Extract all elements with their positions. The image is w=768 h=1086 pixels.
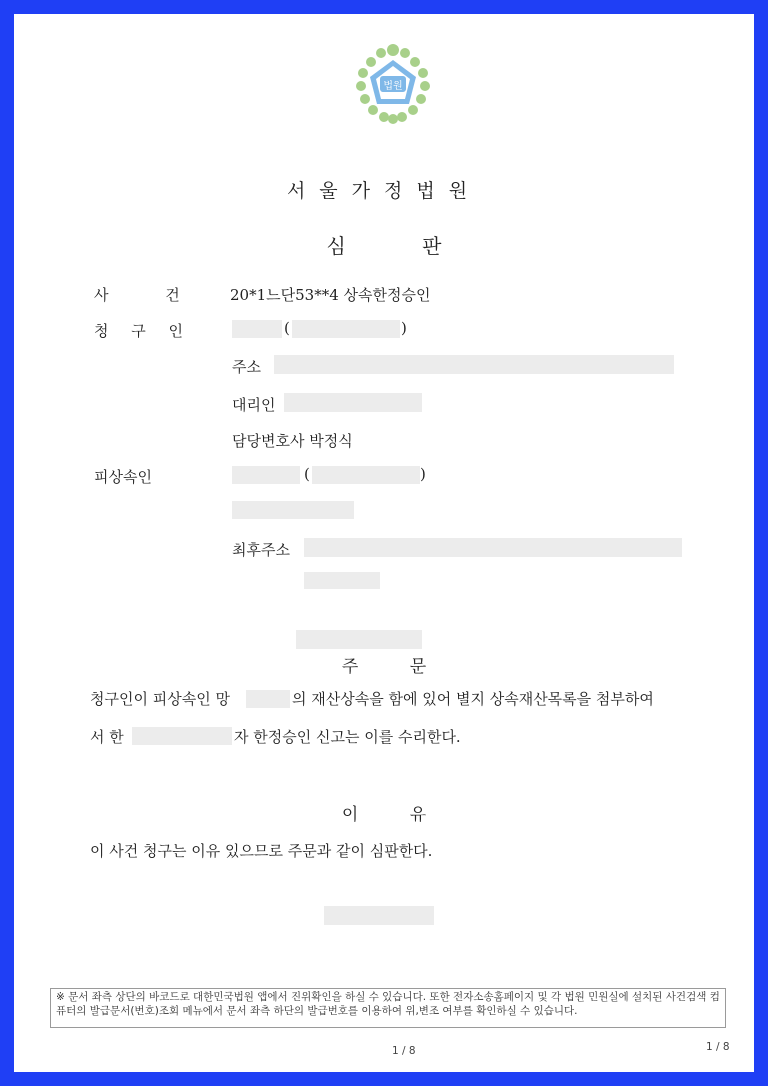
redacted-claimant-name xyxy=(232,320,282,338)
page-number-corner: 1 / 8 xyxy=(706,1041,730,1053)
redacted-claimant-address xyxy=(274,355,674,374)
order-text-line2-b: 자 한정승인 신고는 이를 수리한다. xyxy=(234,728,461,746)
claimant-paren-close: ) xyxy=(401,319,407,337)
redacted-decedent-name xyxy=(232,466,300,484)
redacted-last-address-cont xyxy=(304,572,380,589)
decedent-label: 피상속인 xyxy=(94,468,152,486)
redacted-decedent-info xyxy=(232,501,354,519)
document-type-title: 심 판 xyxy=(326,234,442,258)
redacted-last-address xyxy=(304,538,682,557)
order-text-line1-b: 의 재산상속을 함에 있어 별지 상속재산목록을 첨부하여 xyxy=(292,690,654,708)
court-name: 서울가정법원 xyxy=(286,180,482,202)
redacted-decedent-name-2 xyxy=(246,690,290,708)
decedent-paren-close: ) xyxy=(420,465,426,483)
order-title: 주 문 xyxy=(341,657,427,677)
redacted-agent-name xyxy=(284,393,422,412)
verification-notice: ※ 문서 좌측 상단의 바코드로 대한민국법원 앱에서 진위확인을 하실 수 있습니다. 또한 전자소송홈페이지 및 각 법원 민원실에 설치된 사건검색 컴퓨터의 발급문서(번호)조회 메뉴에서 문서 좌측 하단의 발급번호를 이용하여 위,변조 여부를 확인하실 수 있습니다. xyxy=(50,988,726,1028)
case-label: 사 건 xyxy=(94,286,180,304)
reason-text: 이 사건 청구는 이유 있으므로 주문과 같이 심판한다. xyxy=(90,842,433,860)
seal-text: 법원 xyxy=(383,81,403,92)
decedent-paren-open: ( xyxy=(304,465,310,483)
court-seal-icon xyxy=(354,42,432,124)
order-text-line2-a: 서 한 xyxy=(90,728,124,746)
claimant-address-label: 주소 xyxy=(232,358,261,376)
last-address-label: 최후주소 xyxy=(232,541,290,559)
agent-label: 대리인 xyxy=(232,396,276,414)
redacted-date-2 xyxy=(132,727,232,745)
redacted-signature xyxy=(324,906,434,925)
case-number: 20*1느단53**4 상속한정승인 xyxy=(230,286,431,304)
redacted-decedent-id xyxy=(312,466,420,484)
claimant-label: 청 구 인 xyxy=(94,322,184,340)
page-number: 1 / 8 xyxy=(392,1045,416,1057)
reason-title: 이 유 xyxy=(341,805,427,825)
lawyer-name: 담당변호사 박정식 xyxy=(232,432,353,450)
redacted-claimant-id xyxy=(292,320,400,338)
claimant-paren-open: ( xyxy=(284,319,290,337)
document-page xyxy=(14,14,754,1072)
redacted-date xyxy=(296,630,422,649)
order-text-line1-a: 청구인이 피상속인 망 xyxy=(90,690,230,708)
